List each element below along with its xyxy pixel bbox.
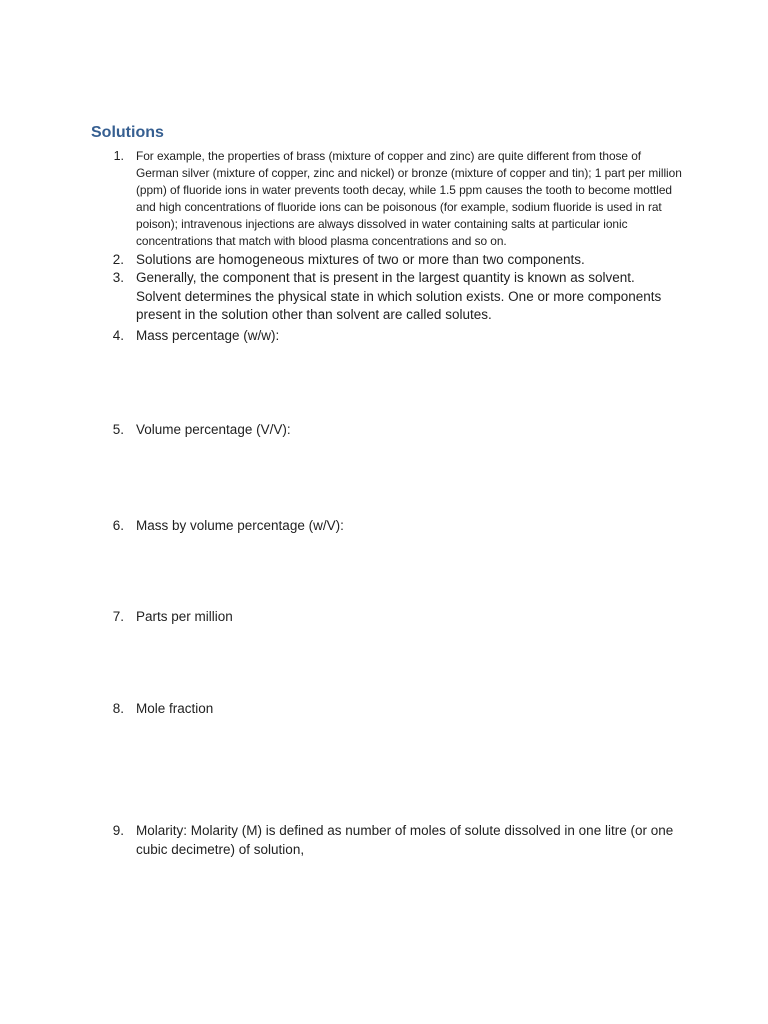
page-title: Solutions [91, 124, 164, 141]
list-item-text: Molarity: Molarity (M) is defined as number of moles of solute dissolved in one litre (or one cubic decimetre) of solution, [136, 823, 674, 857]
list-item-number: 1. [113, 149, 124, 163]
list-item-text: For example, the properties of brass (mixture of copper and zinc) are quite different from those of German silver (mixture of copper, zinc and nickel) or bronze (mixture of copper and tin); 1 part per million (ppm) of fluoride ions in water prevents tooth decay, while 1.5 ppm causes the tooth to become mottled and high concentrations of fluoride ions can be poisonous (for example, sodium fluoride is used in rat poison); intravenous injections are always dissolved in water containing salts at particular ionic concentrations that match with blood plasma concentrations and so on. [136, 149, 682, 248]
list-item-number: 5. [112, 422, 124, 437]
list-item-text: Solutions are homogeneous mixtures of two or more than two components. [136, 252, 585, 267]
list-item-number: 7. [112, 609, 124, 624]
list-item-number: 8. [112, 701, 124, 716]
list-item-number: 4. [112, 328, 124, 343]
list-item-text: Mass percentage (w/w): [136, 328, 280, 343]
list-item-number: 6. [112, 518, 124, 533]
list-item-text: Parts per million [136, 609, 233, 624]
list-item-text: Generally, the component that is present in the largest quantity is known as solvent. Solvent determines the physical state in which solution exists. One or more components present in the solution other than solvent are called solutes. [136, 270, 662, 322]
list-item-number: 9. [112, 823, 124, 838]
list-item-number: 3. [112, 270, 124, 285]
list-item-number: 2. [112, 252, 124, 267]
list-item-text: Volume percentage (V/V): [136, 422, 291, 437]
list-item-text: Mass by volume percentage (w/V): [136, 518, 344, 533]
list-item-text: Mole fraction [136, 701, 214, 716]
